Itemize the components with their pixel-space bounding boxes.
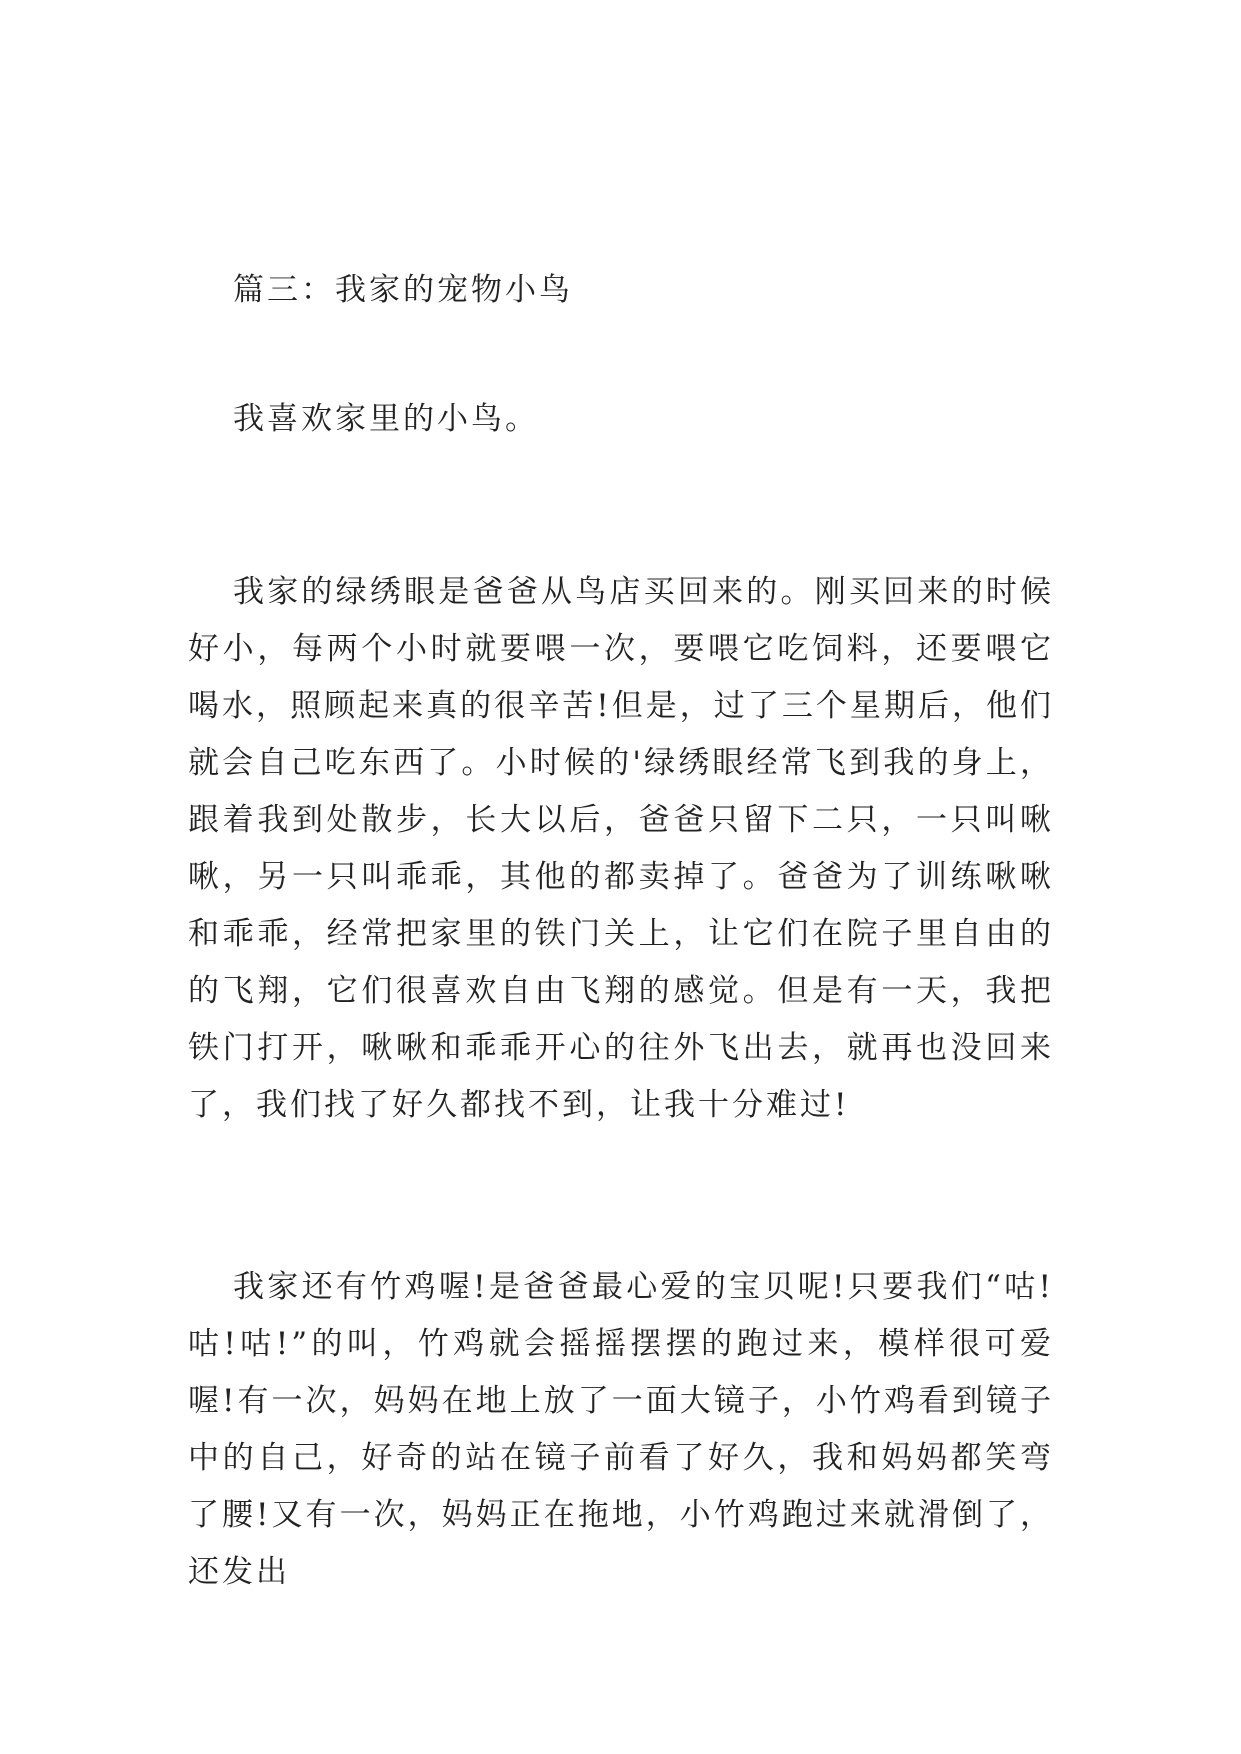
paragraph-green-eye-birds: 我家的绿绣眼是爸爸从鸟店买回来的。刚买回来的时候好小，每两个小时就要喂一次，要喂它吃饲料，还要喂它喝水，照顾起来真的很辛苦!但是，过了三个星期后，他们就会自己吃东西了。小时候的'绿绣眼经常飞到我的身上，跟着我到处散步，长大以后，爸爸只留下二只，一只叫啾啾，另一只叫乖乖，其他的都卖掉了。爸爸为了训练啾啾和乖乖，经常把家里的铁门关上，让它们在院子里自由的的飞翔，它们很喜欢自由飞翔的感觉。但是有一天，我把铁门打开，啾啾和乖乖开心的往外飞出去，就再也没回来了，我们找了好久都找不到，让我十分难过! (188, 574, 1054, 1123)
intro-paragraph: 我喜欢家里的小鸟。 (233, 401, 539, 437)
section-title: 篇三：我家的宠物小鸟 (233, 272, 573, 308)
paragraph-bamboo-partridge: 我家还有竹鸡喔!是爸爸最心爱的宝贝呢!只要我们“咕!咕!咕!”的叫，竹鸡就会摇摇摆摆的跑过来，模样很可爱喔!有一次，妈妈在地上放了一面大镜子，小竹鸡看到镜子中的自己，好奇的站在镜子前看了好久，我和妈妈都笑弯了腰!又有一次，妈妈正在拖地，小竹鸡跑过来就滑倒了，还发出 (188, 1269, 1054, 1590)
